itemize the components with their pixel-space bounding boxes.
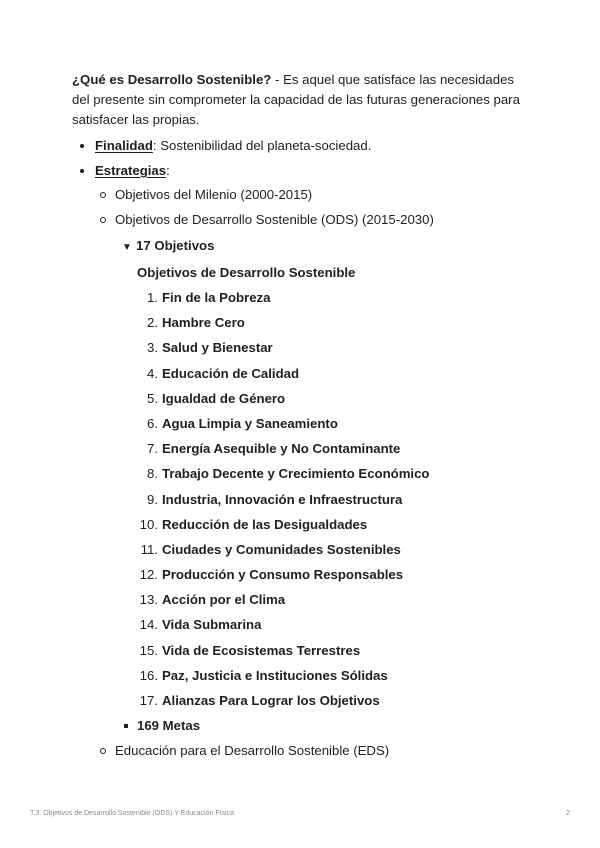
goal-item bbox=[137, 565, 532, 585]
goal-title: Acción por el Clima bbox=[162, 592, 286, 608]
goal-number: 6. bbox=[147, 415, 158, 431]
goal-title: Ciudades y Comunidades Sostenibles bbox=[162, 541, 401, 557]
bullet-finalidad bbox=[72, 136, 532, 156]
goal-title: Trabajo Decente y Crecimiento Económico bbox=[162, 466, 430, 482]
estrategias-colon: : bbox=[166, 163, 170, 178]
page-number: 2 bbox=[566, 810, 570, 817]
goal-number: 14. bbox=[139, 617, 158, 633]
goal-number: 2. bbox=[147, 315, 158, 331]
goal-item bbox=[137, 338, 532, 358]
toggle-body bbox=[122, 263, 532, 736]
goal-title: Agua Limpia y Saneamiento bbox=[162, 415, 338, 431]
triangle-down-icon[interactable]: ▼ bbox=[122, 242, 132, 253]
goal-number: 12. bbox=[139, 567, 158, 583]
goal-title: Industria, Innovación e Infraestructura bbox=[162, 491, 403, 507]
goal-number: 13. bbox=[139, 592, 158, 608]
goal-item bbox=[137, 615, 532, 635]
toggle-header[interactable] bbox=[122, 236, 532, 258]
goal-number: 11. bbox=[140, 541, 158, 557]
goal-number: 15. bbox=[139, 642, 158, 658]
bullet-estrategias bbox=[72, 161, 532, 761]
goal-item bbox=[137, 389, 532, 409]
goal-number: 4. bbox=[147, 365, 158, 381]
strategy-item: Educación para el Desarrollo Sostenible (EDS) bbox=[95, 741, 532, 761]
goal-title: Reducción de las Desigualdades bbox=[162, 516, 368, 532]
strategy-item-label: Objetivos de Desarrollo Sostenible (ODS) (2015-2030) bbox=[115, 212, 434, 227]
metas-item: 169 Metas bbox=[122, 716, 532, 736]
goal-title: Fin de la Pobreza bbox=[162, 290, 271, 305]
goal-number: 8. bbox=[147, 466, 158, 482]
goals-list bbox=[137, 288, 532, 711]
goal-item bbox=[137, 490, 532, 510]
intro-paragraph bbox=[72, 70, 532, 130]
footer-title: T.3. Objetivos de Desarrollo Sostenible (ODS) Y Educación Física bbox=[30, 810, 235, 817]
goal-item bbox=[137, 691, 532, 711]
goal-number: 1. bbox=[147, 290, 158, 305]
strategy-item-ods bbox=[95, 210, 532, 736]
goal-item bbox=[137, 439, 532, 459]
goal-item bbox=[137, 515, 532, 535]
goal-title: Hambre Cero bbox=[162, 315, 245, 331]
document-page bbox=[72, 70, 532, 766]
goal-title: Vida Submarina bbox=[162, 617, 262, 633]
goal-item bbox=[137, 313, 532, 333]
estrategias-label: Estrategias bbox=[95, 163, 167, 178]
goal-title: Vida de Ecosistemas Terrestres bbox=[162, 642, 361, 658]
goal-title: Producción y Consumo Responsables bbox=[162, 567, 404, 583]
goal-number: 5. bbox=[147, 390, 158, 406]
intro-definition: - Es aquel que satisface las necesidades del presente sin comprometer la capacidad de las futuras generaciones para satisfacer las propias. bbox=[72, 72, 520, 127]
strategy-item: Objetivos del Milenio (2000-2015) bbox=[95, 185, 532, 205]
intro-term: ¿Qué es Desarrollo Sostenible? bbox=[72, 72, 272, 87]
goal-item bbox=[137, 364, 532, 384]
goal-item bbox=[137, 288, 532, 308]
goal-item bbox=[137, 666, 532, 686]
goal-title: Energía Asequible y No Contaminante bbox=[162, 441, 401, 457]
page-footer bbox=[30, 810, 570, 817]
goal-item bbox=[137, 464, 532, 484]
goal-item bbox=[137, 540, 532, 560]
finalidad-text: : Sostenibilidad del planeta-sociedad. bbox=[152, 138, 372, 153]
goal-number: 16. bbox=[139, 667, 158, 683]
goal-title: Educación de Calidad bbox=[162, 365, 300, 381]
goal-number: 10. bbox=[139, 516, 158, 532]
goal-number: 3. bbox=[147, 340, 158, 356]
goal-item bbox=[137, 414, 532, 434]
objectives-toggle[interactable] bbox=[122, 236, 532, 736]
goal-number: 7. bbox=[147, 441, 158, 457]
goal-title: Alianzas Para Lograr los Objetivos bbox=[162, 693, 380, 708]
goal-number: 17. bbox=[139, 693, 158, 708]
goal-item bbox=[137, 590, 532, 610]
finalidad-label: Finalidad bbox=[95, 138, 153, 153]
toggle-title: 17 Objetivos bbox=[136, 238, 215, 253]
goal-number: 9. bbox=[147, 491, 158, 507]
goal-title: Paz, Justicia e Instituciones Sólidas bbox=[162, 667, 388, 683]
main-bullet-list bbox=[72, 136, 532, 761]
goal-title: Igualdad de Género bbox=[162, 390, 286, 406]
toggle-subtitle: Objetivos de Desarrollo Sostenible bbox=[137, 265, 356, 280]
goal-item bbox=[137, 641, 532, 661]
goal-title: Salud y Bienestar bbox=[162, 340, 273, 356]
strategies-list bbox=[95, 185, 532, 761]
